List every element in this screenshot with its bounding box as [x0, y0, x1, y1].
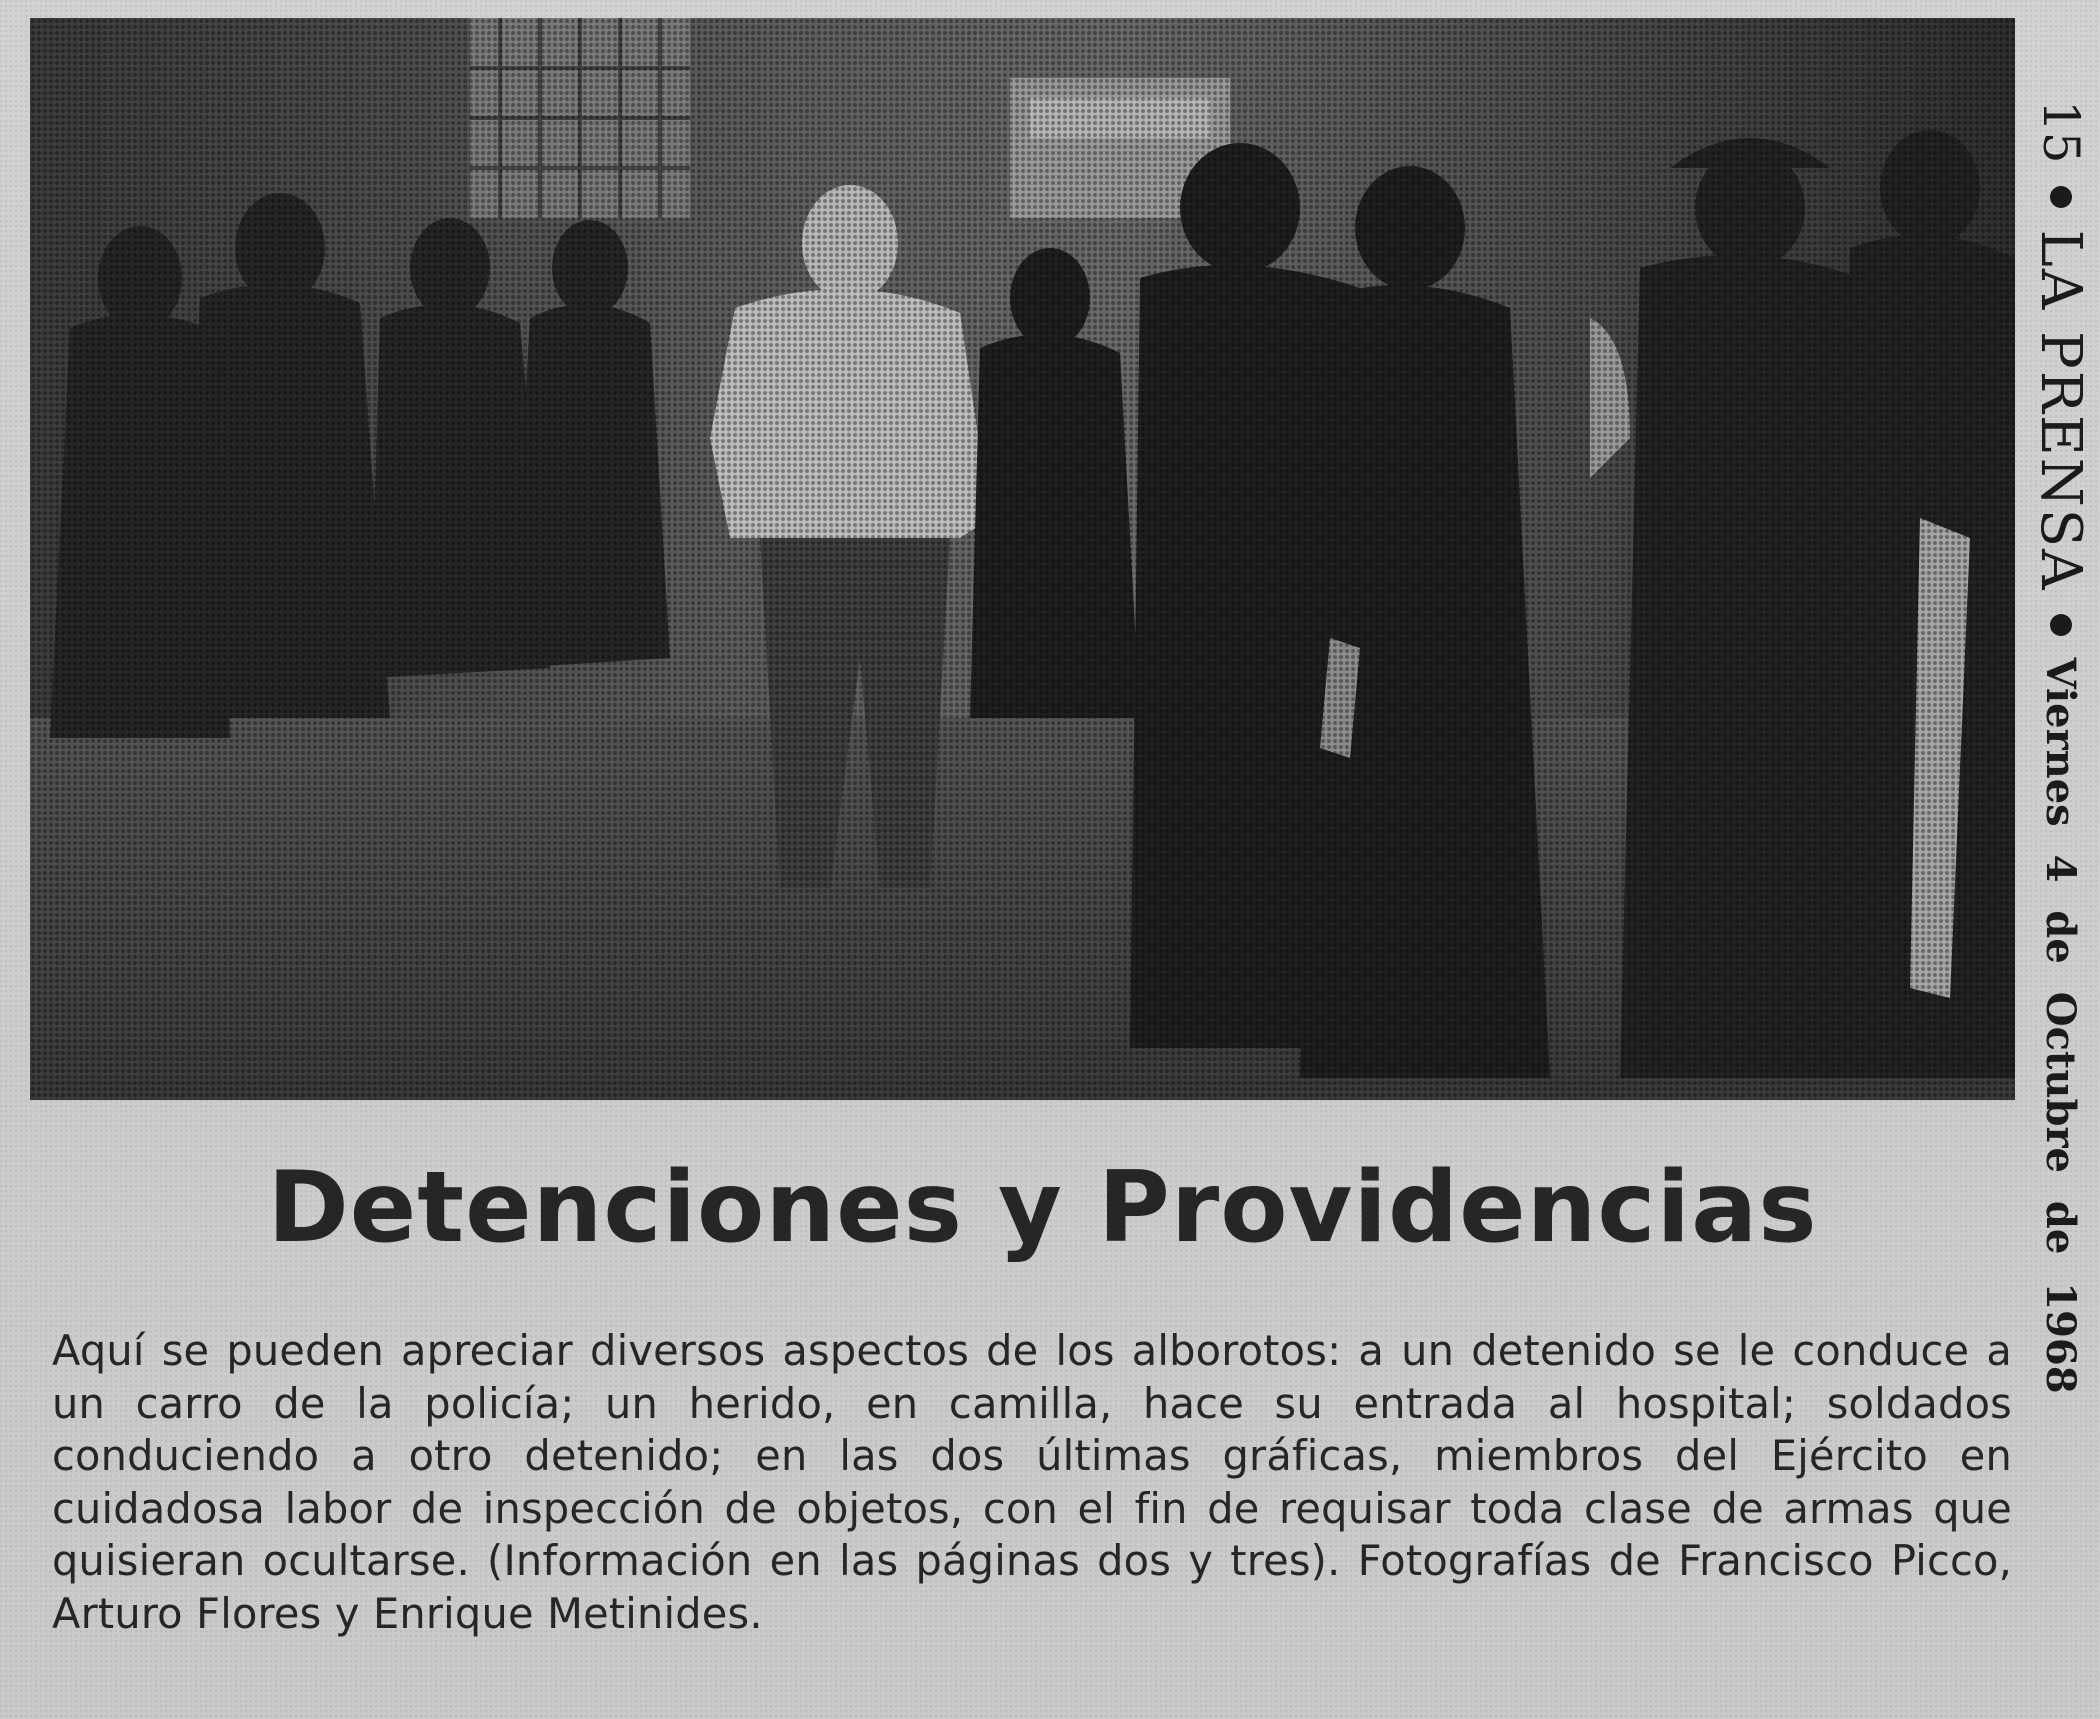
- vertical-masthead: [2028, 100, 2094, 1550]
- photo-caption: Aquí se pueden apreciar diversos aspectos de los alborotos: a un detenido se le conduce a un carro de la policía; un herido, en camilla, hace su entrada al hospital; soldados conduciendo a otro detenido; en las dos últimas gráficas, miembros del Ejército en cuidadosa labor de inspección de objetos, con el fin de requisar toda clase de armas que quisieran ocultarse. (Información en las páginas dos y tres). Fotografías de Francisco Picco, Arturo Flores y Enrique Metinides.: [52, 1326, 2012, 1638]
- news-photograph: [30, 18, 2015, 1100]
- newspaper-name: LA PRENSA: [2028, 229, 2094, 592]
- page-number: 15: [2032, 100, 2090, 164]
- issue-date: Viernes 4 de Octubre de 1968: [2037, 657, 2085, 1394]
- photo-scene: [30, 18, 2015, 1100]
- masthead-line: [2030, 100, 2092, 1394]
- bullet-icon: [2050, 614, 2072, 636]
- bullet-icon: [2050, 186, 2072, 208]
- article-headline: Detenciones y Providencias: [267, 1151, 1818, 1265]
